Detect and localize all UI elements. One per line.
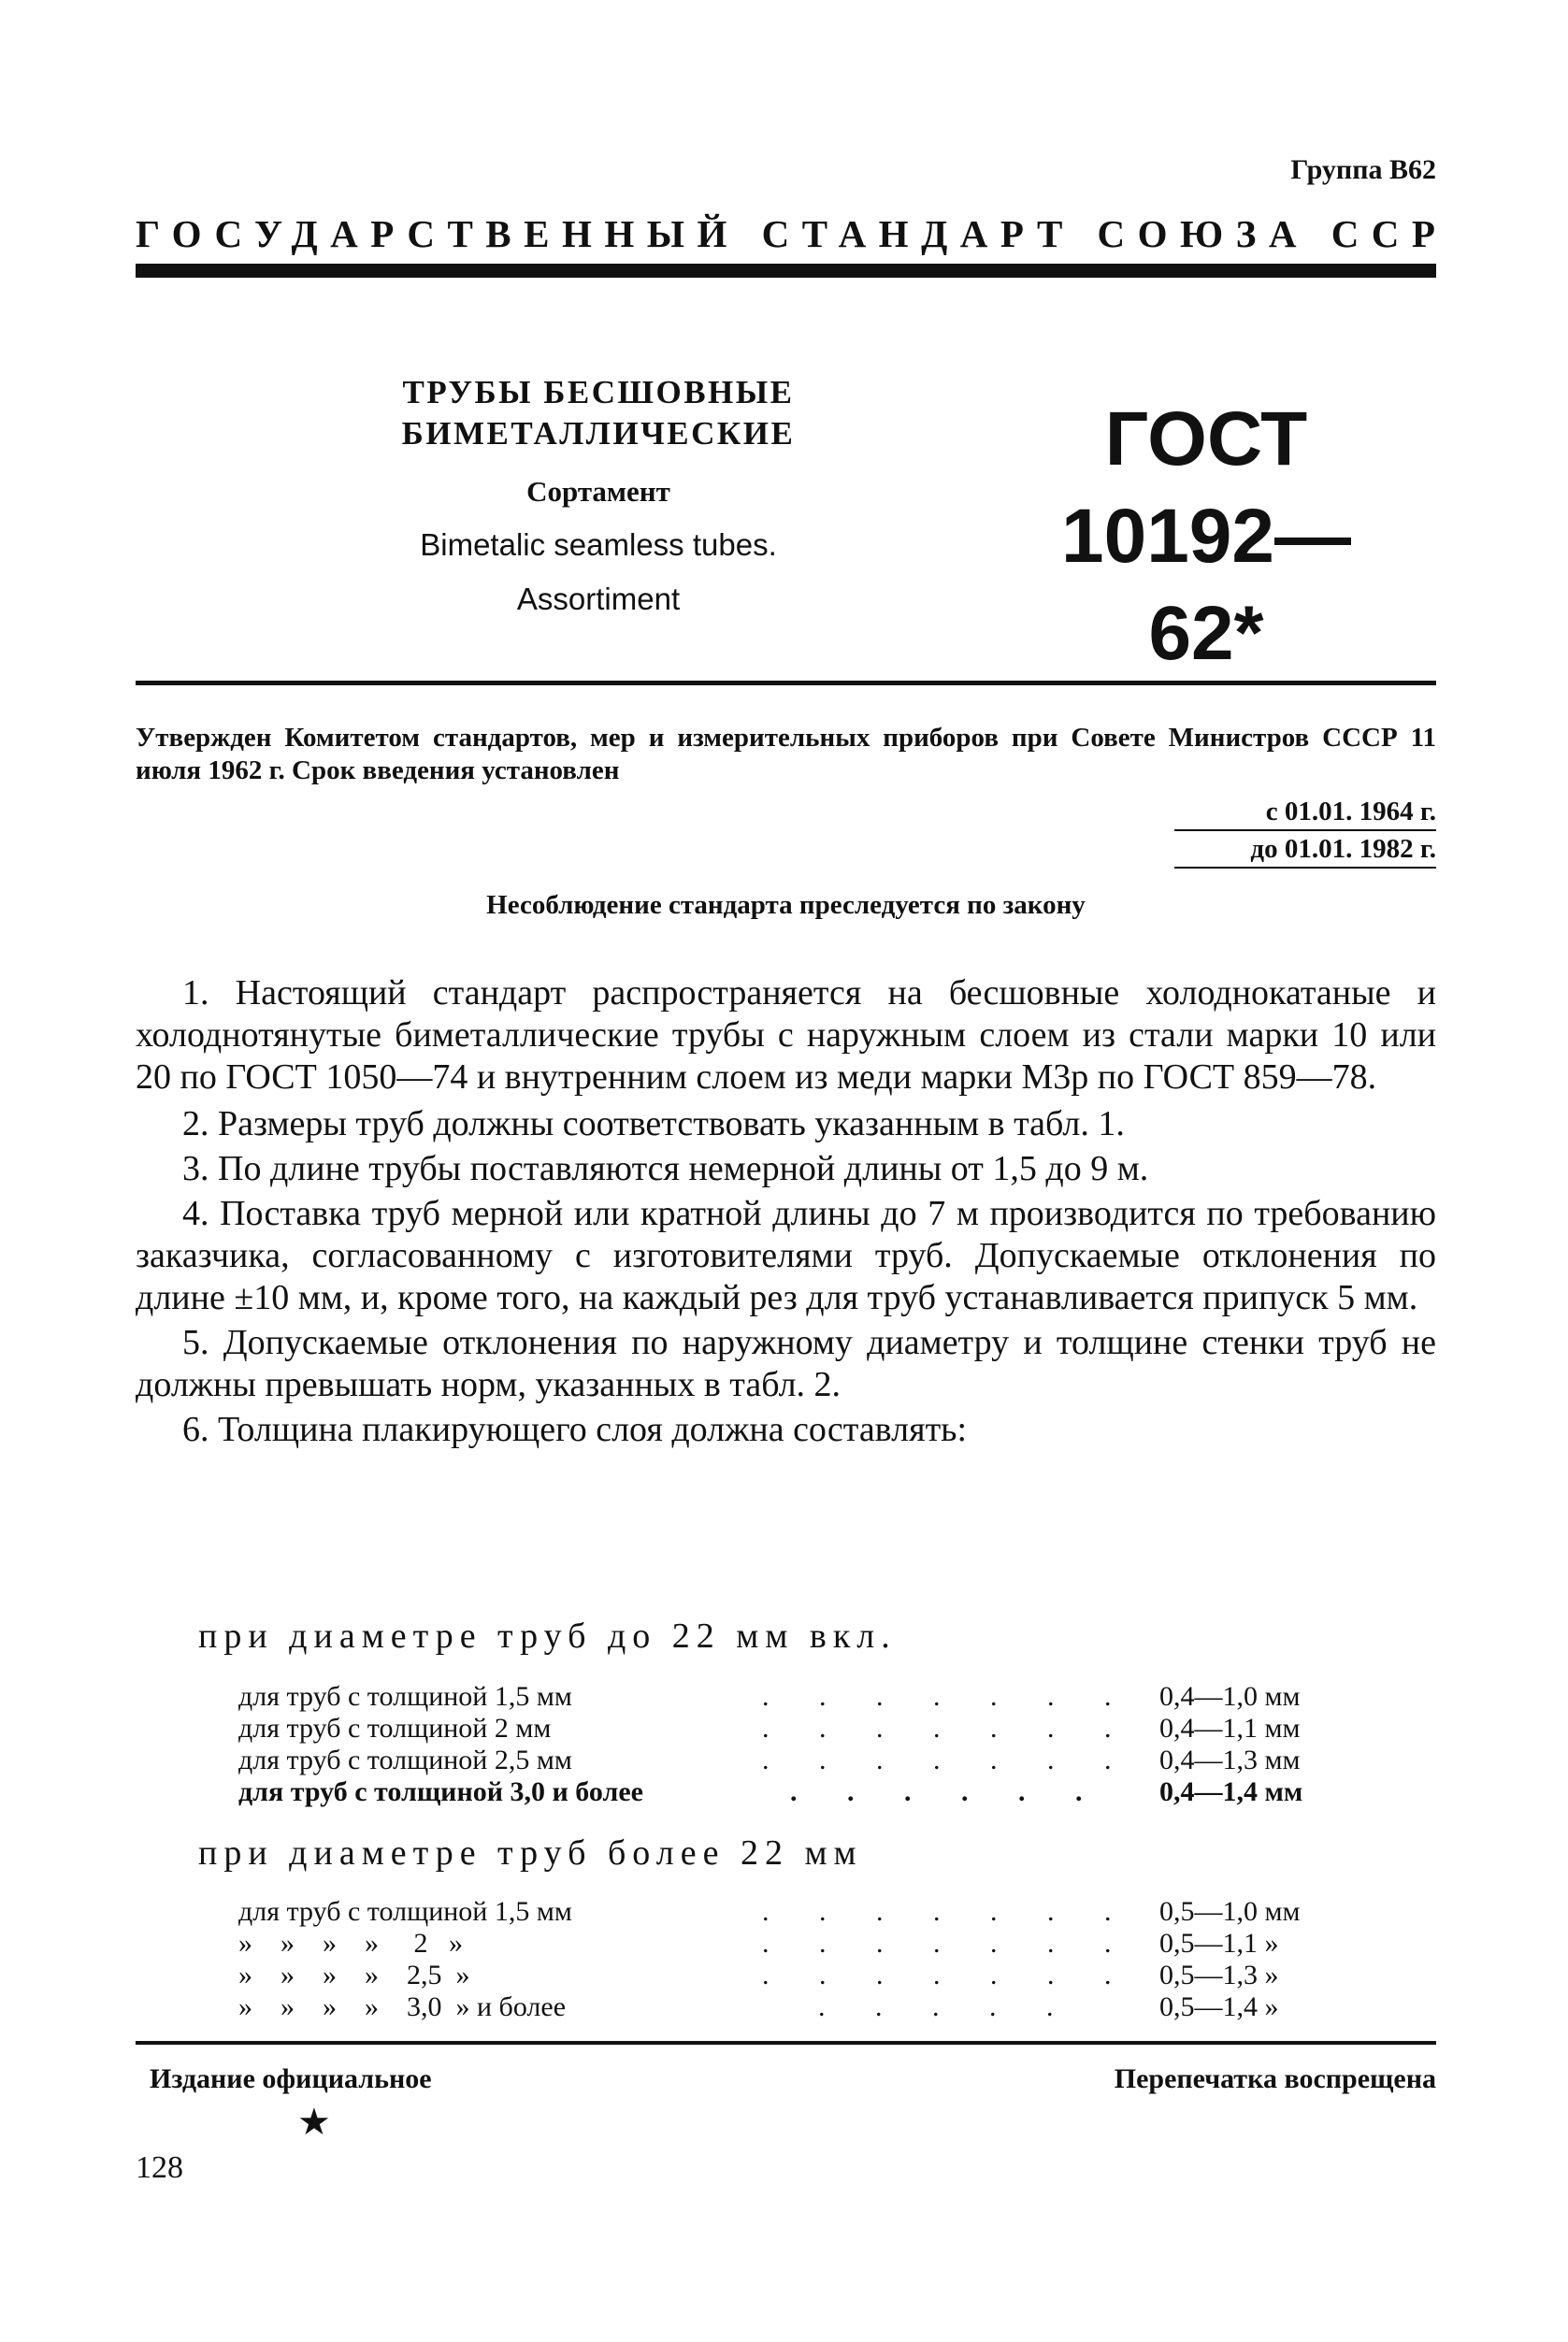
row-description: для труб с толщиной 1,5 мм <box>238 1896 572 1927</box>
table-row <box>238 1991 1342 2023</box>
gost-number: 10192—62* <box>1060 494 1352 676</box>
row-value: 0,5—1,4 » <box>1159 1991 1279 2022</box>
legal-warning: Несоблюдение стандарта преследуется по закону <box>486 890 1086 920</box>
leader-dots: . . . . . . <box>790 1776 1104 1807</box>
date-underline-2 <box>1174 867 1436 869</box>
date-from: с 01.01. 1964 г. <box>1265 797 1436 826</box>
title-english-1: Bimetalic seamless tubes. <box>420 527 777 562</box>
star-icon: ★ <box>297 2101 331 2143</box>
footer-rule <box>136 2041 1436 2045</box>
row-value: 0,4—1,4 мм <box>1159 1776 1303 1807</box>
table-row <box>238 1896 1342 1928</box>
group-code: Группа В62 <box>1290 154 1436 185</box>
gost-designation <box>1010 391 1403 682</box>
paragraph-3: 3. По длине трубы поставляются немерной длины от 1,5 до 9 м. <box>182 1149 1149 1188</box>
paragraph-2: 2. Размеры труб должны соответствовать указанным в табл. 1. <box>182 1104 1125 1143</box>
row-description: для труб с толщиной 3,0 и более <box>238 1776 643 1807</box>
row-description: для труб с толщиной 2,5 мм <box>238 1745 572 1775</box>
leader-dots: . . . . . . . <box>762 1713 1133 1744</box>
reprint-notice: Перепечатка воспрещена <box>1114 2063 1436 2094</box>
row-value: 0,5—1,0 мм <box>1159 1896 1301 1927</box>
row-value: 0,4—1,3 мм <box>1159 1745 1301 1775</box>
row-value: 0,5—1,1 » <box>1159 1928 1279 1959</box>
approval-text: Утвержден Комитетом стандартов, мер и измерительных приборов при Совете Министров СССР 11 июля 1962 г. Срок введения установлен <box>136 723 1436 785</box>
paragraph-4: 4. Поставка труб мерной или кратной длины до 7 м производится по требованию заказчика, согласованному с изготовителями труб. Допускаемые отклонения по длине ±10 мм, и, кроме того, на каждый рез для труб устанавливается припуск 5 мм. <box>136 1194 1436 1317</box>
table-row <box>238 1928 1342 1960</box>
leader-dots: . . . . . . . <box>762 1960 1133 1990</box>
edition-label: Издание официальное <box>150 2063 432 2094</box>
gost-label: ГОСТ <box>1104 396 1308 481</box>
title-rule <box>136 681 1436 685</box>
row-value: 0,4—1,1 мм <box>1159 1713 1301 1744</box>
leader-dots: . . . . . . . <box>762 1896 1133 1927</box>
leader-dots: . . . . . . . <box>762 1681 1133 1712</box>
row-description: » » » » 2 » <box>238 1928 463 1959</box>
title-english-2: Assortiment <box>516 582 681 616</box>
table-row <box>238 1681 1342 1713</box>
table-row <box>238 1776 1342 1808</box>
paragraph-5: 5. Допускаемые отклонения по наружному диаметру и толщине стенки труб не должны превышать норм, указанных в табл. 2. <box>136 1323 1436 1404</box>
leader-dots: . . . . . . . <box>762 1928 1133 1959</box>
leader-dots: . . . . . . . <box>762 1745 1133 1775</box>
table-row <box>238 1960 1342 1991</box>
date-underline-1 <box>1174 829 1436 831</box>
row-description: » » » » 3,0 » и более <box>238 1991 567 2022</box>
table-row <box>238 1745 1342 1776</box>
title-line-2: БИМЕТАЛЛИЧЕСКИЕ <box>401 415 796 452</box>
header-rule <box>136 264 1436 278</box>
state-standard-heading: ГОСУДАРСТВЕННЫЙ СТАНДАРТ СОЮЗА ССР <box>136 212 1448 255</box>
row-description: » » » » 2,5 » <box>238 1960 470 1990</box>
row-description: для труб с толщиной 2 мм <box>238 1713 552 1744</box>
row-description: для труб с толщиной 1,5 мм <box>238 1681 572 1712</box>
paragraph-6: 6. Толщина плакирующего слоя должна составлять: <box>182 1410 968 1449</box>
table-row <box>238 1713 1342 1745</box>
group1-heading: при диаметре труб до 22 мм вкл. <box>198 1616 897 1656</box>
paragraph-1: 1. Настоящий стандарт распространяется на бесшовные холоднокатаные и холоднотянутые биметаллические трубы с наружным слоем из стали марки 10 или 20 по ГОСТ 1050—74 и внутренним слоем из меди марки М3р по ГОСТ 859—78. <box>136 973 1436 1097</box>
title-subtitle: Сортамент <box>526 475 670 508</box>
title-line-1: ТРУБЫ БЕСШОВНЫЕ <box>402 374 795 410</box>
leader-dots: . . . . . <box>818 1991 1075 2022</box>
row-value: 0,4—1,0 мм <box>1159 1681 1301 1712</box>
group2-heading: при диаметре труб более 22 мм <box>198 1833 863 1873</box>
date-to: до 01.01. 1982 г. <box>1250 834 1436 864</box>
row-value: 0,5—1,3 » <box>1159 1960 1279 1990</box>
page-number: 128 <box>136 2150 183 2185</box>
title-block <box>355 372 842 617</box>
body-text <box>136 972 1436 1451</box>
